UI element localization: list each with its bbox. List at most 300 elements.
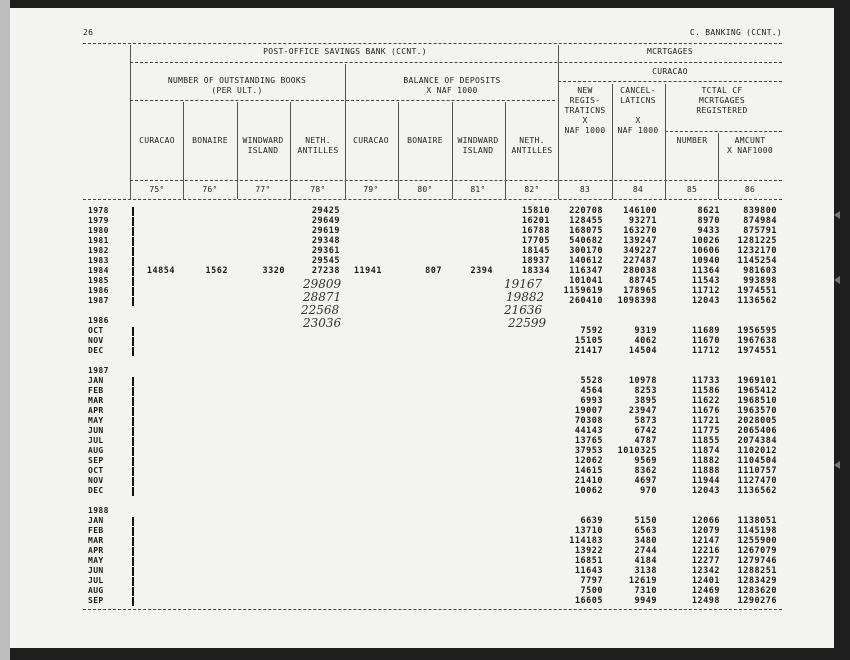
cell-value: 2394 bbox=[470, 266, 493, 276]
binder-mark-icon bbox=[834, 276, 840, 284]
cell-value: 4184 bbox=[634, 556, 657, 566]
cell-value: 1145254 bbox=[737, 256, 777, 266]
row-divider bbox=[132, 557, 134, 566]
column-name: ANTILLES bbox=[297, 146, 339, 155]
cell-value: 1290276 bbox=[737, 596, 777, 606]
cell-value: 7500 bbox=[580, 586, 603, 596]
handwritten-note: 23036 bbox=[303, 316, 342, 330]
cell-value: 93271 bbox=[628, 216, 657, 226]
column-divider bbox=[290, 102, 291, 199]
cell-value: 163270 bbox=[623, 226, 657, 236]
cell-value: 12079 bbox=[691, 526, 720, 536]
column-name: ISLAND bbox=[247, 146, 279, 155]
column-name: WINDWARD bbox=[457, 136, 499, 145]
cell-value: 10940 bbox=[691, 256, 720, 266]
cell-value: 4697 bbox=[634, 476, 657, 486]
mortgages-heading: MCRTGAGES bbox=[646, 47, 694, 56]
cell-value: 16201 bbox=[521, 216, 550, 226]
cell-value: 3480 bbox=[634, 536, 657, 546]
row-label: 1982 bbox=[88, 246, 109, 255]
total-mortgages-header: MCRTGAGES bbox=[698, 96, 746, 105]
cell-value: 10026 bbox=[691, 236, 720, 246]
dashed-rule bbox=[558, 81, 782, 82]
row-divider bbox=[132, 227, 134, 236]
deposits-title: BALANCE OF DEPOSITS bbox=[403, 76, 501, 85]
row-divider bbox=[132, 257, 134, 266]
cell-value: 1963570 bbox=[737, 406, 777, 416]
row-label: 1978 bbox=[88, 206, 109, 215]
row-divider bbox=[132, 287, 134, 296]
row-divider bbox=[132, 327, 134, 336]
cell-value: 1110757 bbox=[737, 466, 777, 476]
cell-value: 12401 bbox=[691, 576, 720, 586]
row-divider bbox=[132, 337, 134, 346]
cell-value: 14615 bbox=[574, 466, 603, 476]
cell-value: 1159619 bbox=[563, 286, 603, 296]
mortgage-region: CURACAO bbox=[652, 67, 688, 76]
total-mortgages-header: TCTAL CF bbox=[701, 86, 743, 95]
row-label: JUN bbox=[88, 426, 104, 435]
row-label: AUG bbox=[88, 586, 104, 595]
cell-value: 4062 bbox=[634, 336, 657, 346]
cell-value: 10978 bbox=[628, 376, 657, 386]
column-name: ANTILLES bbox=[511, 146, 553, 155]
cell-value: 29649 bbox=[311, 216, 340, 226]
books-subtitle: (PER ULT.) bbox=[211, 86, 263, 95]
cell-value: 1102012 bbox=[737, 446, 777, 456]
row-label: MAR bbox=[88, 396, 104, 405]
cell-value: 12062 bbox=[574, 456, 603, 466]
row-divider bbox=[132, 297, 134, 306]
cell-value: 12498 bbox=[691, 596, 720, 606]
column-divider bbox=[398, 102, 399, 199]
column-number: 80° bbox=[417, 185, 433, 194]
cell-value: 14504 bbox=[628, 346, 657, 356]
cell-value: 19007 bbox=[574, 406, 603, 416]
cell-value: 101041 bbox=[569, 276, 603, 286]
deposits-subtitle: X NAF 1000 bbox=[426, 86, 478, 95]
new-registrations-header: NEW bbox=[577, 86, 593, 95]
cell-value: 11670 bbox=[691, 336, 720, 346]
row-divider bbox=[132, 207, 134, 216]
column-name: AMCUNT bbox=[734, 136, 766, 145]
handwritten-note: 19882 bbox=[506, 290, 545, 304]
cell-value: 12342 bbox=[691, 566, 720, 576]
cell-value: 178965 bbox=[623, 286, 657, 296]
row-divider bbox=[132, 567, 134, 576]
cell-value: 1098398 bbox=[617, 296, 657, 306]
row-divider bbox=[132, 517, 134, 526]
cell-value: 3895 bbox=[634, 396, 657, 406]
column-number: 76° bbox=[202, 185, 218, 194]
cell-value: 11882 bbox=[691, 456, 720, 466]
cell-value: 1967638 bbox=[737, 336, 777, 346]
cell-value: 11712 bbox=[691, 346, 720, 356]
cell-value: 12619 bbox=[628, 576, 657, 586]
row-divider bbox=[132, 577, 134, 586]
new-registrations-header: X bbox=[582, 116, 588, 125]
cell-value: 15810 bbox=[521, 206, 550, 216]
row-divider bbox=[132, 247, 134, 256]
row-divider bbox=[132, 347, 134, 356]
cell-value: 1288251 bbox=[737, 566, 777, 576]
cell-value: 12469 bbox=[691, 586, 720, 596]
row-label: 1979 bbox=[88, 216, 109, 225]
cell-value: 27238 bbox=[311, 266, 340, 276]
handwritten-note: 28871 bbox=[303, 290, 342, 304]
cell-value: 349227 bbox=[623, 246, 657, 256]
row-label: MAY bbox=[88, 556, 104, 565]
row-label: 1981 bbox=[88, 236, 109, 245]
cell-value: 9949 bbox=[634, 596, 657, 606]
dashed-rule bbox=[665, 131, 782, 132]
row-divider bbox=[132, 477, 134, 486]
cell-value: 11689 bbox=[691, 326, 720, 336]
cell-value: 300170 bbox=[569, 246, 603, 256]
cell-value: 981603 bbox=[743, 266, 777, 276]
new-registrations-header: TRATICNS bbox=[564, 106, 606, 115]
row-divider bbox=[132, 537, 134, 546]
row-label: JUL bbox=[88, 576, 104, 585]
row-divider bbox=[132, 277, 134, 286]
cancellations-header: NAF 1000 bbox=[617, 126, 659, 135]
row-divider bbox=[132, 597, 134, 606]
row-label: JAN bbox=[88, 376, 104, 385]
column-name: X NAF1000 bbox=[726, 146, 774, 155]
cell-value: 4564 bbox=[580, 386, 603, 396]
cell-value: 23947 bbox=[628, 406, 657, 416]
binder-mark-icon bbox=[834, 461, 840, 469]
column-number: 78° bbox=[310, 185, 326, 194]
cell-value: 6639 bbox=[580, 516, 603, 526]
cell-value: 970 bbox=[640, 486, 657, 496]
row-divider bbox=[132, 487, 134, 496]
row-divider bbox=[132, 467, 134, 476]
cell-value: 10062 bbox=[574, 486, 603, 496]
cell-value: 9569 bbox=[634, 456, 657, 466]
column-name: BONAIRE bbox=[407, 136, 443, 145]
row-divider bbox=[132, 417, 134, 426]
cell-value: 839800 bbox=[743, 206, 777, 216]
binder-mark-icon bbox=[834, 211, 840, 219]
column-divider bbox=[345, 64, 346, 199]
cell-value: 21417 bbox=[574, 346, 603, 356]
section-heading: 1987 bbox=[88, 366, 109, 375]
row-label: 1984 bbox=[88, 266, 109, 275]
cell-value: 5528 bbox=[580, 376, 603, 386]
row-label: DEC bbox=[88, 346, 104, 355]
row-divider bbox=[132, 217, 134, 226]
total-mortgages-header: REGISTERED bbox=[696, 106, 748, 115]
cell-value: 11364 bbox=[691, 266, 720, 276]
cell-value: 12147 bbox=[691, 536, 720, 546]
cell-value: 220708 bbox=[569, 206, 603, 216]
cell-value: 993898 bbox=[743, 276, 777, 286]
cell-value: 12043 bbox=[691, 486, 720, 496]
cell-value: 1283620 bbox=[737, 586, 777, 596]
cell-value: 16788 bbox=[521, 226, 550, 236]
column-name: NETH. bbox=[519, 136, 545, 145]
cell-value: 8253 bbox=[634, 386, 657, 396]
column-number: 81° bbox=[470, 185, 486, 194]
cell-value: 29361 bbox=[311, 246, 340, 256]
column-divider bbox=[718, 133, 719, 199]
column-divider bbox=[237, 102, 238, 199]
column-name: WINDWARD bbox=[242, 136, 284, 145]
row-label: JUN bbox=[88, 566, 104, 575]
cancellations-header: LATICNS bbox=[620, 96, 656, 105]
cell-value: 9433 bbox=[697, 226, 720, 236]
column-divider bbox=[505, 102, 506, 199]
new-registrations-header: REGIS- bbox=[569, 96, 601, 105]
row-label: 1987 bbox=[88, 296, 109, 305]
cell-value: 1255900 bbox=[737, 536, 777, 546]
cell-value: 8970 bbox=[697, 216, 720, 226]
cell-value: 1283429 bbox=[737, 576, 777, 586]
section-heading: 1986 bbox=[88, 316, 109, 325]
cell-value: 4787 bbox=[634, 436, 657, 446]
cell-value: 1969101 bbox=[737, 376, 777, 386]
cell-value: 6742 bbox=[634, 426, 657, 436]
cell-value: 9319 bbox=[634, 326, 657, 336]
cell-value: 88745 bbox=[628, 276, 657, 286]
cell-value: 260410 bbox=[569, 296, 603, 306]
handwritten-note: 19167 bbox=[504, 277, 543, 291]
cell-value: 6993 bbox=[580, 396, 603, 406]
cell-value: 1965412 bbox=[737, 386, 777, 396]
cell-value: 10606 bbox=[691, 246, 720, 256]
column-divider bbox=[558, 45, 559, 199]
cell-value: 70308 bbox=[574, 416, 603, 426]
cell-value: 11855 bbox=[691, 436, 720, 446]
scan-left-edge bbox=[0, 0, 10, 660]
row-label: FEB bbox=[88, 526, 104, 535]
cell-value: 11944 bbox=[691, 476, 720, 486]
column-number: 86 bbox=[744, 185, 756, 194]
handwritten-note: 22599 bbox=[508, 316, 547, 330]
cell-value: 1136562 bbox=[737, 486, 777, 496]
cell-value: 5150 bbox=[634, 516, 657, 526]
column-number: 75° bbox=[149, 185, 165, 194]
row-divider bbox=[132, 447, 134, 456]
column-name: ISLAND bbox=[462, 146, 494, 155]
cell-value: 17705 bbox=[521, 236, 550, 246]
row-divider bbox=[132, 427, 134, 436]
row-divider bbox=[132, 387, 134, 396]
cell-value: 18334 bbox=[521, 266, 550, 276]
column-divider bbox=[612, 84, 613, 199]
cell-value: 11543 bbox=[691, 276, 720, 286]
row-label: APR bbox=[88, 546, 104, 555]
cancellations-header: CANCEL- bbox=[620, 86, 656, 95]
cell-value: 1232170 bbox=[737, 246, 777, 256]
cell-value: 44143 bbox=[574, 426, 603, 436]
cell-value: 875791 bbox=[743, 226, 777, 236]
dashed-rule bbox=[83, 609, 782, 610]
cell-value: 140612 bbox=[569, 256, 603, 266]
column-name: BONAIRE bbox=[192, 136, 228, 145]
cell-value: 1127470 bbox=[737, 476, 777, 486]
cell-value: 2074384 bbox=[737, 436, 777, 446]
new-registrations-header: NAF 1000 bbox=[564, 126, 606, 135]
post-office-savings-heading: POST-OFFICE SAVINGS BANK (CCNT.) bbox=[263, 47, 427, 56]
cell-value: 168075 bbox=[569, 226, 603, 236]
cell-value: 11712 bbox=[691, 286, 720, 296]
column-number: 84 bbox=[632, 185, 644, 194]
cell-value: 1145198 bbox=[737, 526, 777, 536]
cell-value: 7797 bbox=[580, 576, 603, 586]
column-divider bbox=[665, 84, 666, 199]
cell-value: 11676 bbox=[691, 406, 720, 416]
cell-value: 11622 bbox=[691, 396, 720, 406]
cell-value: 15105 bbox=[574, 336, 603, 346]
dashed-rule bbox=[130, 62, 782, 63]
row-label: OCT bbox=[88, 466, 104, 475]
cell-value: 146100 bbox=[623, 206, 657, 216]
column-name: NETH. bbox=[305, 136, 331, 145]
cell-value: 13765 bbox=[574, 436, 603, 446]
cell-value: 280038 bbox=[623, 266, 657, 276]
cell-value: 6563 bbox=[634, 526, 657, 536]
cell-value: 18937 bbox=[521, 256, 550, 266]
dashed-rule bbox=[130, 180, 782, 181]
row-label: SEP bbox=[88, 596, 104, 605]
row-label: AUG bbox=[88, 446, 104, 455]
cell-value: 1956595 bbox=[737, 326, 777, 336]
row-divider bbox=[132, 237, 134, 246]
cell-value: 1974551 bbox=[737, 286, 777, 296]
row-divider bbox=[132, 587, 134, 596]
row-label: NOV bbox=[88, 476, 104, 485]
column-name: CURACAO bbox=[139, 136, 175, 145]
row-label: MAR bbox=[88, 536, 104, 545]
cancellations-header: X bbox=[635, 116, 641, 125]
row-divider bbox=[132, 267, 134, 276]
cell-value: 3320 bbox=[262, 266, 285, 276]
row-label: APR bbox=[88, 406, 104, 415]
column-number: 85 bbox=[686, 185, 698, 194]
cell-value: 8362 bbox=[634, 466, 657, 476]
row-label: NOV bbox=[88, 336, 104, 345]
cell-value: 7310 bbox=[634, 586, 657, 596]
cell-value: 1974551 bbox=[737, 346, 777, 356]
cell-value: 11586 bbox=[691, 386, 720, 396]
cell-value: 128455 bbox=[569, 216, 603, 226]
page-number: 26 bbox=[83, 28, 94, 37]
row-divider bbox=[132, 377, 134, 386]
cell-value: 2028005 bbox=[737, 416, 777, 426]
dashed-rule bbox=[83, 43, 782, 44]
column-number: 79° bbox=[363, 185, 379, 194]
row-divider bbox=[132, 527, 134, 536]
row-label: SEP bbox=[88, 456, 104, 465]
row-divider bbox=[132, 397, 134, 406]
cell-value: 12066 bbox=[691, 516, 720, 526]
cell-value: 29425 bbox=[311, 206, 340, 216]
cell-value: 29619 bbox=[311, 226, 340, 236]
column-number: 83 bbox=[579, 185, 591, 194]
cell-value: 227487 bbox=[623, 256, 657, 266]
cell-value: 2065406 bbox=[737, 426, 777, 436]
cell-value: 21410 bbox=[574, 476, 603, 486]
cell-value: 11888 bbox=[691, 466, 720, 476]
row-label: JUL bbox=[88, 436, 104, 445]
cell-value: 1562 bbox=[205, 266, 228, 276]
row-label: FEB bbox=[88, 386, 104, 395]
row-divider bbox=[132, 547, 134, 556]
dashed-rule bbox=[130, 100, 555, 101]
cell-value: 7592 bbox=[580, 326, 603, 336]
cell-value: 11733 bbox=[691, 376, 720, 386]
books-title: NUMBER OF OUTSTANDING BOOKS bbox=[167, 76, 307, 85]
row-divider bbox=[132, 407, 134, 416]
cell-value: 1279746 bbox=[737, 556, 777, 566]
cell-value: 540682 bbox=[569, 236, 603, 246]
cell-value: 11941 bbox=[353, 266, 382, 276]
cell-value: 1968510 bbox=[737, 396, 777, 406]
cell-value: 1010325 bbox=[617, 446, 657, 456]
cell-value: 11643 bbox=[574, 566, 603, 576]
cell-value: 116347 bbox=[569, 266, 603, 276]
cell-value: 18145 bbox=[521, 246, 550, 256]
column-number: 82° bbox=[524, 185, 540, 194]
handwritten-note: 29809 bbox=[303, 277, 342, 291]
cell-value: 12043 bbox=[691, 296, 720, 306]
cell-value: 874984 bbox=[743, 216, 777, 226]
cell-value: 1281225 bbox=[737, 236, 777, 246]
handwritten-note: 21636 bbox=[504, 303, 543, 317]
row-label: DEC bbox=[88, 486, 104, 495]
cell-value: 8621 bbox=[697, 206, 720, 216]
cell-value: 37953 bbox=[574, 446, 603, 456]
column-number: 77° bbox=[255, 185, 271, 194]
cell-value: 1136562 bbox=[737, 296, 777, 306]
dashed-rule bbox=[83, 199, 782, 200]
cell-value: 29545 bbox=[311, 256, 340, 266]
row-label: 1986 bbox=[88, 286, 109, 295]
cell-value: 807 bbox=[425, 266, 442, 276]
handwritten-note: 22568 bbox=[301, 303, 340, 317]
row-label: 1980 bbox=[88, 226, 109, 235]
column-divider bbox=[130, 45, 131, 199]
cell-value: 12277 bbox=[691, 556, 720, 566]
cell-value: 1138051 bbox=[737, 516, 777, 526]
cell-value: 114183 bbox=[569, 536, 603, 546]
cell-value: 13922 bbox=[574, 546, 603, 556]
cell-value: 3138 bbox=[634, 566, 657, 576]
section-title: C. BANKING (CCNT.) bbox=[689, 28, 782, 37]
cell-value: 14854 bbox=[146, 266, 175, 276]
cell-value: 29348 bbox=[311, 236, 340, 246]
section-heading: 1988 bbox=[88, 506, 109, 515]
row-label: 1985 bbox=[88, 276, 109, 285]
column-name: NUMBER bbox=[676, 136, 708, 145]
cell-value: 13710 bbox=[574, 526, 603, 536]
cell-value: 1104504 bbox=[737, 456, 777, 466]
row-label: MAY bbox=[88, 416, 104, 425]
row-divider bbox=[132, 457, 134, 466]
cell-value: 12216 bbox=[691, 546, 720, 556]
column-divider bbox=[183, 102, 184, 199]
cell-value: 5873 bbox=[634, 416, 657, 426]
row-label: OCT bbox=[88, 326, 104, 335]
cell-value: 16605 bbox=[574, 596, 603, 606]
cell-value: 16851 bbox=[574, 556, 603, 566]
cell-value: 11721 bbox=[691, 416, 720, 426]
cell-value: 11775 bbox=[691, 426, 720, 436]
column-divider bbox=[452, 102, 453, 199]
cell-value: 2744 bbox=[634, 546, 657, 556]
